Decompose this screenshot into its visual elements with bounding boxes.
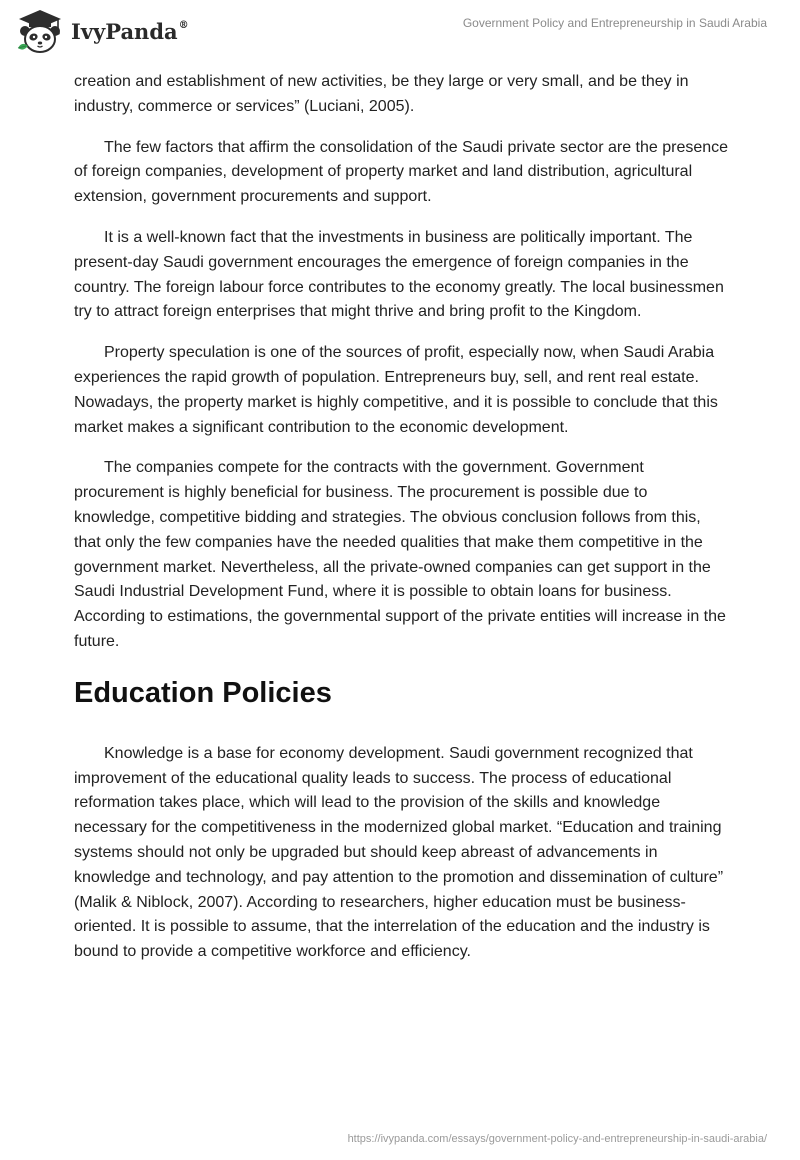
paragraph: The companies compete for the contracts with the government. Government procurement is highly beneficial for business. The procurement is possible due to knowledge, competitive bidding and strategies. The obvious conclusion follows from this, that only the few companies have the needed qualities that make them competitive in the government market. Nevertheless, all the private-owned companies can get support in the Saudi Industrial Development Fund, where it is possible to obtain loans for business. According to estimations, the governmental support of the private entities will increase in the future. (74, 459, 726, 650)
logo-text: IvyPanda® (71, 18, 189, 44)
panda-graduate-icon (14, 8, 66, 56)
section-heading: Education Policies (74, 676, 332, 709)
registered-mark: ® (178, 19, 189, 31)
paragraph: Knowledge is a base for economy development. Saudi government recognized that improvement of the educational quality leads to success. The process of educational reformation takes place, which will lead to the provision of the skills and knowledge necessary for the competitiveness in the modernized global market. “Education and training systems should not only be upgraded but should keep abreast of advancements in knowledge and technology, and pay attention to the promotion and dissemination of culture” (Malik & Niblock, 2007). According to researchers, higher education must be business-oriented. It is possible to assume, that the interrelation of the education and the industry is bound to provide a competitive workforce and efficiency. (74, 744, 724, 961)
document-title: Government Policy and Entrepreneurship in Saudi Arabia (462, 16, 767, 30)
page-header (0, 0, 800, 66)
ivypanda-logo[interactable] (14, 8, 189, 56)
paragraph: creation and establishment of new activities, be they large or very small, and be they in industry, commerce or services” (Luciani, 2005). (74, 73, 689, 115)
essay-content (74, 70, 730, 981)
paragraph: It is a well-known fact that the investments in business are politically important. The present-day Saudi government encourages the emergence of foreign companies in the country. The foreign labour force contributes to the economy greatly. The local businessmen try to attract foreign enterprises that might thrive and bring profit to the Kingdom. (74, 228, 724, 321)
paragraph: Property speculation is one of the sources of profit, especially now, when Saudi Arabia experiences the rapid growth of population. Entrepreneurs buy, sell, and rent real estate. Nowadays, the property market is highly competitive, and it is possible to conclude that this market makes a significant contribution to the economic development. (74, 344, 718, 436)
source-url[interactable]: https://ivypanda.com/essays/government-policy-and-entrepreneurship-in-saudi-arabia/ (347, 1133, 767, 1145)
paragraph: The few factors that affirm the consolidation of the Saudi private sector are the presence of foreign companies, development of property market and land distribution, agricultural extension, government procurements and support. (74, 138, 729, 206)
